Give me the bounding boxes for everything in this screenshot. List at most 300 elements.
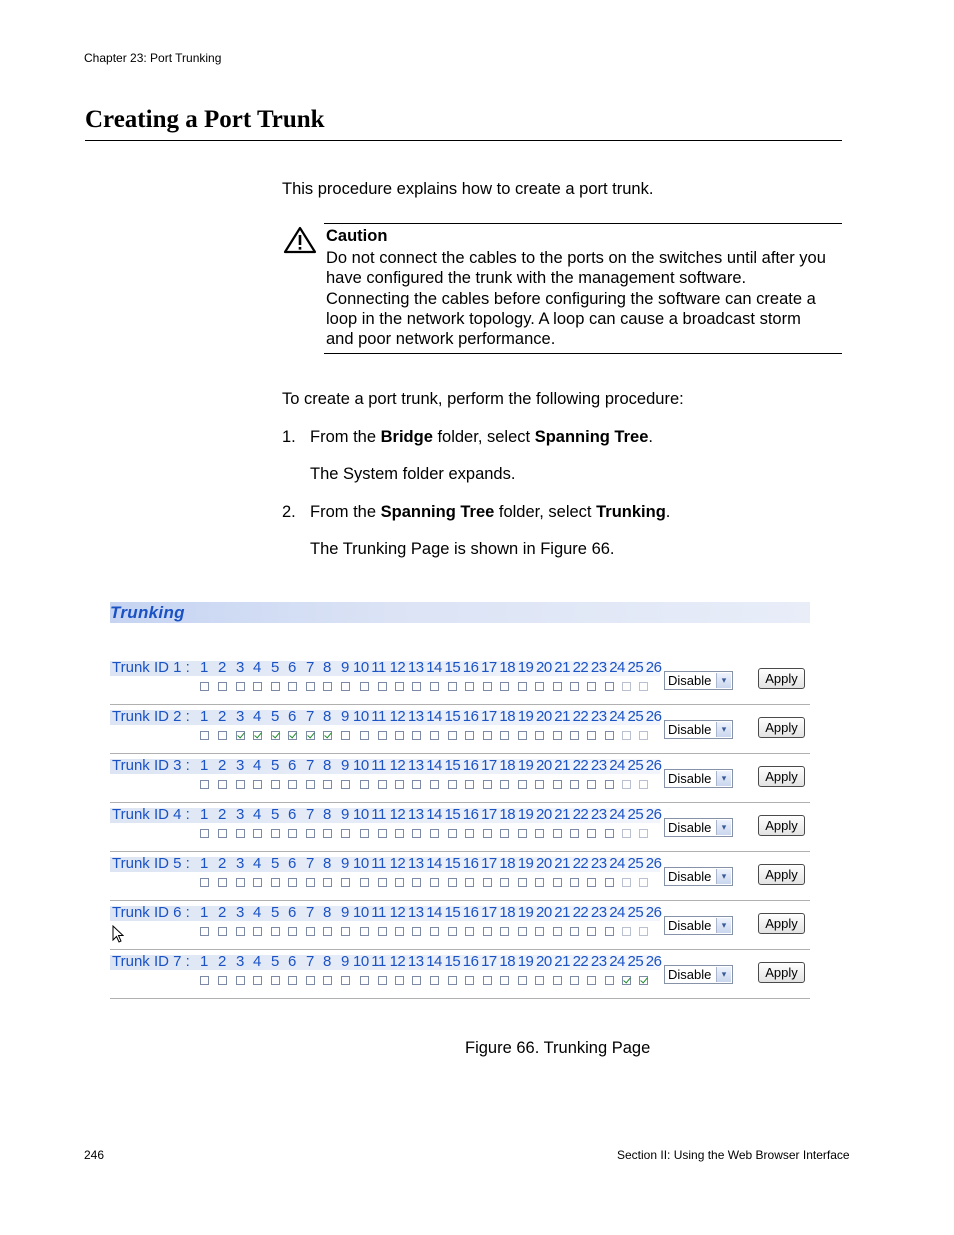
port-checkbox-5[interactable] (271, 682, 280, 691)
port-checkbox-5[interactable] (271, 829, 280, 838)
row-divider (110, 753, 810, 754)
port-checkbox-26[interactable] (639, 731, 648, 740)
port-number: 15 (444, 757, 461, 774)
port-checkbox-24[interactable] (605, 976, 614, 985)
chevron-down-icon[interactable]: ▾ (716, 869, 731, 884)
port-number: 16 (462, 708, 479, 725)
port-checkbox-19[interactable] (518, 927, 527, 936)
chevron-down-icon[interactable]: ▾ (716, 771, 731, 786)
port-number: 15 (444, 904, 461, 921)
port-checkbox-17[interactable] (483, 878, 492, 887)
port-number: 16 (462, 855, 479, 872)
port-number: 14 (426, 953, 442, 970)
port-checkbox-14[interactable] (430, 829, 439, 838)
port-checkbox-19[interactable] (518, 829, 527, 838)
port-checkbox-22[interactable] (570, 976, 579, 985)
port-number: 11 (371, 953, 386, 970)
port-number: 15 (444, 708, 461, 725)
port-number: 1 (200, 953, 208, 970)
port-number: 22 (572, 708, 589, 725)
port-number: 18 (499, 806, 516, 823)
port-checkbox-25[interactable] (622, 682, 631, 691)
port-checkbox-20[interactable] (535, 829, 544, 838)
caution-line: have configured the trunk with the management software. (326, 269, 747, 288)
port-checkbox-6[interactable] (288, 780, 297, 789)
port-number: 21 (554, 953, 570, 970)
row-divider (110, 704, 810, 705)
port-checkbox-25[interactable] (622, 829, 631, 838)
port-checkbox-16[interactable] (465, 780, 474, 789)
port-number: 14 (426, 855, 442, 872)
port-checkbox-14[interactable] (430, 878, 439, 887)
port-checkbox-7[interactable] (306, 682, 315, 691)
step-text: folder, select (432, 428, 535, 446)
port-checkbox-6[interactable] (288, 927, 297, 936)
port-checkbox-17[interactable] (483, 731, 492, 740)
port-checkbox-20[interactable] (535, 731, 544, 740)
step-text: folder, select (494, 503, 597, 521)
port-number: 25 (627, 806, 644, 823)
port-number: 18 (499, 708, 516, 725)
port-checkbox-22[interactable] (570, 829, 579, 838)
port-checkbox-8[interactable] (323, 829, 332, 838)
port-number: 22 (572, 659, 589, 676)
port-checkbox-8[interactable] (323, 731, 332, 740)
row-divider (110, 851, 810, 852)
port-number: 2 (218, 953, 226, 970)
caution-line: loop in the network topology. A loop can cause a broadcast storm (326, 309, 801, 328)
port-number: 22 (572, 904, 589, 921)
port-checkbox-1[interactable] (200, 976, 209, 985)
port-checkbox-19[interactable] (518, 682, 527, 691)
port-number: 2 (218, 708, 226, 725)
port-checkbox-23[interactable] (587, 780, 596, 789)
port-checkbox-4[interactable] (253, 829, 262, 838)
port-number: 13 (407, 757, 424, 774)
apply-button[interactable]: Apply (758, 962, 805, 983)
port-number: 10 (353, 757, 369, 774)
port-number: 12 (389, 659, 406, 676)
trunk-mode-select[interactable] (664, 965, 733, 984)
port-number: 16 (462, 806, 479, 823)
port-checkbox-24[interactable] (605, 731, 614, 740)
port-checkbox-21[interactable] (553, 976, 562, 985)
port-number: 11 (371, 708, 386, 725)
section-title: Creating a Port Trunk (85, 106, 325, 133)
trunk-mode-select[interactable] (664, 720, 733, 739)
port-checkbox-19[interactable] (518, 878, 527, 887)
apply-button[interactable]: Apply (758, 717, 805, 738)
port-checkbox-12[interactable] (395, 829, 404, 838)
apply-button[interactable]: Apply (758, 766, 805, 787)
port-checkbox-9[interactable] (341, 927, 350, 936)
port-checkbox-9[interactable] (341, 829, 350, 838)
caution-line: and poor network performance. (326, 330, 556, 349)
port-checkbox-3[interactable] (236, 682, 245, 691)
port-checkbox-18[interactable] (500, 878, 509, 887)
port-checkbox-14[interactable] (430, 927, 439, 936)
port-checkbox-17[interactable] (483, 927, 492, 936)
port-number: 7 (306, 806, 314, 823)
apply-button[interactable]: Apply (758, 668, 805, 689)
port-number: 16 (462, 659, 479, 676)
port-number: 24 (609, 757, 625, 774)
port-checkbox-17[interactable] (483, 682, 492, 691)
port-number: 17 (481, 953, 497, 970)
port-checkbox-21[interactable] (553, 878, 562, 887)
port-checkbox-11[interactable] (378, 976, 387, 985)
port-checkbox-13[interactable] (412, 829, 421, 838)
port-checkbox-23[interactable] (587, 829, 596, 838)
port-checkbox-9[interactable] (341, 976, 350, 985)
port-checkbox-14[interactable] (430, 731, 439, 740)
port-number: 3 (236, 806, 244, 823)
trunk-id-label: Trunk ID 7 : (112, 953, 190, 970)
port-number: 3 (236, 757, 244, 774)
port-checkbox-11[interactable] (378, 927, 387, 936)
port-checkbox-23[interactable] (587, 682, 596, 691)
port-checkbox-2[interactable] (218, 976, 227, 985)
port-checkbox-3[interactable] (236, 878, 245, 887)
port-checkbox-1[interactable] (200, 878, 209, 887)
port-checkbox-18[interactable] (500, 976, 509, 985)
port-checkbox-18[interactable] (500, 780, 509, 789)
port-checkbox-12[interactable] (395, 780, 404, 789)
port-number: 20 (536, 904, 552, 921)
port-checkbox-15[interactable] (448, 731, 457, 740)
port-checkbox-3[interactable] (236, 731, 245, 740)
port-checkbox-5[interactable] (271, 780, 280, 789)
trunk-id-label: Trunk ID 1 : (112, 659, 190, 676)
port-checkbox-21[interactable] (553, 780, 562, 789)
port-checkbox-20[interactable] (535, 682, 544, 691)
port-number: 12 (389, 708, 406, 725)
port-number: 9 (341, 855, 349, 872)
port-checkbox-4[interactable] (253, 780, 262, 789)
menu-item-name: Trunking (596, 503, 666, 521)
port-checkbox-15[interactable] (448, 927, 457, 936)
apply-button[interactable]: Apply (758, 815, 805, 836)
trunk-id-label: Trunk ID 4 : (112, 806, 190, 823)
port-checkbox-11[interactable] (378, 878, 387, 887)
port-number: 6 (288, 855, 296, 872)
port-number: 26 (645, 855, 662, 872)
port-number: 22 (572, 806, 589, 823)
port-checkbox-12[interactable] (395, 927, 404, 936)
port-checkbox-1[interactable] (200, 829, 209, 838)
port-checkbox-10[interactable] (360, 780, 369, 789)
port-checkbox-15[interactable] (448, 878, 457, 887)
port-checkbox-6[interactable] (288, 731, 297, 740)
port-checkbox-26[interactable] (639, 682, 648, 691)
port-checkbox-24[interactable] (605, 682, 614, 691)
port-checkbox-25[interactable] (622, 731, 631, 740)
port-checkbox-25[interactable] (622, 976, 631, 985)
port-checkbox-17[interactable] (483, 829, 492, 838)
trunk-id-label: Trunk ID 6 : (112, 904, 190, 921)
port-checkbox-25[interactable] (622, 927, 631, 936)
port-checkbox-4[interactable] (253, 878, 262, 887)
port-checkbox-10[interactable] (360, 878, 369, 887)
port-checkbox-9[interactable] (341, 731, 350, 740)
port-checkbox-22[interactable] (570, 780, 579, 789)
port-checkbox-9[interactable] (341, 682, 350, 691)
port-checkbox-24[interactable] (605, 780, 614, 789)
port-checkbox-22[interactable] (570, 682, 579, 691)
apply-button[interactable]: Apply (758, 864, 805, 885)
port-checkbox-15[interactable] (448, 780, 457, 789)
port-checkbox-7[interactable] (306, 731, 315, 740)
port-number: 20 (536, 708, 552, 725)
port-checkbox-10[interactable] (360, 731, 369, 740)
port-checkbox-14[interactable] (430, 976, 439, 985)
trunk-mode-select[interactable] (664, 916, 733, 935)
port-number: 2 (218, 659, 226, 676)
port-number: 6 (288, 757, 296, 774)
port-checkbox-2[interactable] (218, 731, 227, 740)
port-checkbox-17[interactable] (483, 780, 492, 789)
port-checkbox-11[interactable] (378, 682, 387, 691)
port-checkbox-13[interactable] (412, 927, 421, 936)
port-checkbox-16[interactable] (465, 829, 474, 838)
port-checkbox-26[interactable] (639, 878, 648, 887)
port-checkbox-6[interactable] (288, 829, 297, 838)
port-checkbox-19[interactable] (518, 731, 527, 740)
port-number: 4 (253, 953, 261, 970)
port-checkbox-18[interactable] (500, 927, 509, 936)
port-checkbox-16[interactable] (465, 976, 474, 985)
port-checkbox-23[interactable] (587, 878, 596, 887)
port-checkbox-23[interactable] (587, 976, 596, 985)
procedure-intro: To create a port trunk, perform the following procedure: (282, 390, 684, 408)
port-checkbox-9[interactable] (341, 878, 350, 887)
port-checkbox-12[interactable] (395, 682, 404, 691)
port-number: 10 (353, 708, 369, 725)
port-checkbox-22[interactable] (570, 927, 579, 936)
port-checkbox-25[interactable] (622, 878, 631, 887)
trunk-mode-select[interactable] (664, 671, 733, 690)
port-checkbox-12[interactable] (395, 731, 404, 740)
port-number: 9 (341, 904, 349, 921)
port-number: 26 (645, 806, 662, 823)
trunk-id-label: Trunk ID 2 : (112, 708, 190, 725)
port-checkbox-24[interactable] (605, 829, 614, 838)
port-checkbox-4[interactable] (253, 927, 262, 936)
port-checkbox-21[interactable] (553, 927, 562, 936)
port-checkbox-4[interactable] (253, 976, 262, 985)
port-checkbox-13[interactable] (412, 731, 421, 740)
port-checkbox-22[interactable] (570, 878, 579, 887)
port-checkbox-12[interactable] (395, 976, 404, 985)
figure-caption: Figure 66. Trunking Page (465, 1039, 651, 1057)
port-checkbox-5[interactable] (271, 927, 280, 936)
port-checkbox-19[interactable] (518, 976, 527, 985)
port-checkbox-1[interactable] (200, 780, 209, 789)
port-number: 25 (627, 953, 644, 970)
port-number: 5 (271, 708, 279, 725)
port-checkbox-11[interactable] (378, 731, 387, 740)
apply-button[interactable]: Apply (758, 913, 805, 934)
port-checkbox-7[interactable] (306, 976, 315, 985)
port-checkbox-4[interactable] (253, 682, 262, 691)
chevron-down-icon[interactable]: ▾ (716, 820, 731, 835)
port-number: 10 (353, 953, 369, 970)
port-checkbox-21[interactable] (553, 829, 562, 838)
port-checkbox-14[interactable] (430, 780, 439, 789)
port-checkbox-24[interactable] (605, 878, 614, 887)
port-checkbox-18[interactable] (500, 682, 509, 691)
trunk-row (110, 906, 810, 955)
port-checkbox-7[interactable] (306, 927, 315, 936)
port-number: 20 (536, 953, 552, 970)
port-checkbox-25[interactable] (622, 780, 631, 789)
port-checkbox-20[interactable] (535, 976, 544, 985)
port-checkbox-26[interactable] (639, 927, 648, 936)
trunk-mode-select[interactable] (664, 818, 733, 837)
port-checkbox-2[interactable] (218, 878, 227, 887)
port-number: 22 (572, 757, 589, 774)
port-checkbox-2[interactable] (218, 682, 227, 691)
port-checkbox-23[interactable] (587, 731, 596, 740)
port-checkbox-13[interactable] (412, 780, 421, 789)
port-number: 24 (609, 953, 625, 970)
port-checkbox-7[interactable] (306, 878, 315, 887)
port-checkbox-4[interactable] (253, 731, 262, 740)
port-checkbox-21[interactable] (553, 731, 562, 740)
port-number: 7 (306, 757, 314, 774)
port-checkbox-2[interactable] (218, 829, 227, 838)
port-checkbox-10[interactable] (360, 927, 369, 936)
port-number: 13 (407, 953, 424, 970)
port-number: 11 (371, 757, 386, 774)
port-checkbox-10[interactable] (360, 682, 369, 691)
port-checkbox-16[interactable] (465, 878, 474, 887)
chevron-down-icon[interactable]: ▾ (716, 967, 731, 982)
port-number: 3 (236, 904, 244, 921)
trunk-mode-value: Disable (668, 869, 712, 884)
port-number: 21 (554, 659, 570, 676)
port-number: 1 (200, 855, 208, 872)
port-checkbox-22[interactable] (570, 731, 579, 740)
port-checkbox-6[interactable] (288, 976, 297, 985)
port-checkbox-16[interactable] (465, 927, 474, 936)
port-checkbox-20[interactable] (535, 927, 544, 936)
caution-bottom-rule (324, 353, 842, 354)
port-number: 12 (389, 757, 406, 774)
port-checkbox-8[interactable] (323, 927, 332, 936)
port-number: 11 (371, 659, 386, 676)
port-checkbox-26[interactable] (639, 829, 648, 838)
port-number: 12 (389, 806, 406, 823)
port-checkbox-24[interactable] (605, 927, 614, 936)
port-checkbox-20[interactable] (535, 780, 544, 789)
chevron-down-icon[interactable]: ▾ (716, 722, 731, 737)
port-checkbox-15[interactable] (448, 829, 457, 838)
port-checkbox-1[interactable] (200, 731, 209, 740)
port-number: 8 (323, 855, 331, 872)
port-number: 15 (444, 806, 461, 823)
port-number: 1 (200, 708, 208, 725)
trunk-row (110, 808, 810, 857)
port-checkbox-26[interactable] (639, 780, 648, 789)
port-number: 9 (341, 708, 349, 725)
port-checkbox-5[interactable] (271, 731, 280, 740)
trunk-row (110, 710, 810, 759)
port-checkbox-15[interactable] (448, 976, 457, 985)
port-checkbox-3[interactable] (236, 780, 245, 789)
port-checkbox-2[interactable] (218, 927, 227, 936)
caution-line: Connecting the cables before configuring the software can create a (326, 289, 816, 308)
port-checkbox-6[interactable] (288, 682, 297, 691)
port-checkbox-3[interactable] (236, 927, 245, 936)
port-checkbox-2[interactable] (218, 780, 227, 789)
trunk-row (110, 661, 810, 710)
port-checkbox-18[interactable] (500, 731, 509, 740)
port-number: 8 (323, 953, 331, 970)
port-checkbox-9[interactable] (341, 780, 350, 789)
port-checkbox-3[interactable] (236, 829, 245, 838)
port-checkbox-11[interactable] (378, 829, 387, 838)
chevron-down-icon[interactable]: ▾ (716, 673, 731, 688)
port-checkbox-6[interactable] (288, 878, 297, 887)
port-checkbox-13[interactable] (412, 976, 421, 985)
port-number: 8 (323, 708, 331, 725)
trunk-mode-select[interactable] (664, 769, 733, 788)
port-checkbox-8[interactable] (323, 682, 332, 691)
port-checkbox-19[interactable] (518, 780, 527, 789)
port-checkbox-11[interactable] (378, 780, 387, 789)
port-checkbox-17[interactable] (483, 976, 492, 985)
port-checkbox-1[interactable] (200, 927, 209, 936)
port-checkbox-16[interactable] (465, 731, 474, 740)
port-checkbox-8[interactable] (323, 780, 332, 789)
port-checkbox-13[interactable] (412, 878, 421, 887)
port-checkbox-10[interactable] (360, 976, 369, 985)
trunking-screenshot (110, 602, 810, 997)
port-checkbox-13[interactable] (412, 682, 421, 691)
port-checkbox-5[interactable] (271, 878, 280, 887)
port-checkbox-7[interactable] (306, 780, 315, 789)
port-number: 18 (499, 953, 516, 970)
port-checkbox-5[interactable] (271, 976, 280, 985)
port-checkbox-23[interactable] (587, 927, 596, 936)
port-number: 17 (481, 806, 497, 823)
port-checkbox-1[interactable] (200, 682, 209, 691)
port-checkbox-20[interactable] (535, 878, 544, 887)
port-checkbox-21[interactable] (553, 682, 562, 691)
page-number: 246 (84, 1148, 105, 1162)
chevron-down-icon[interactable]: ▾ (716, 918, 731, 933)
port-checkbox-18[interactable] (500, 829, 509, 838)
trunk-mode-value: Disable (668, 673, 712, 688)
port-number: 13 (407, 855, 424, 872)
trunk-mode-select[interactable] (664, 867, 733, 886)
port-checkbox-3[interactable] (236, 976, 245, 985)
port-checkbox-8[interactable] (323, 976, 332, 985)
folder-name: Spanning Tree (380, 503, 495, 521)
port-checkbox-10[interactable] (360, 829, 369, 838)
port-checkbox-26[interactable] (639, 976, 648, 985)
port-checkbox-14[interactable] (430, 682, 439, 691)
port-number: 26 (645, 659, 662, 676)
port-number: 19 (517, 708, 534, 725)
port-checkbox-12[interactable] (395, 878, 404, 887)
row-divider (110, 998, 810, 999)
port-checkbox-15[interactable] (448, 682, 457, 691)
port-checkbox-16[interactable] (465, 682, 474, 691)
port-checkbox-8[interactable] (323, 878, 332, 887)
port-checkbox-7[interactable] (306, 829, 315, 838)
